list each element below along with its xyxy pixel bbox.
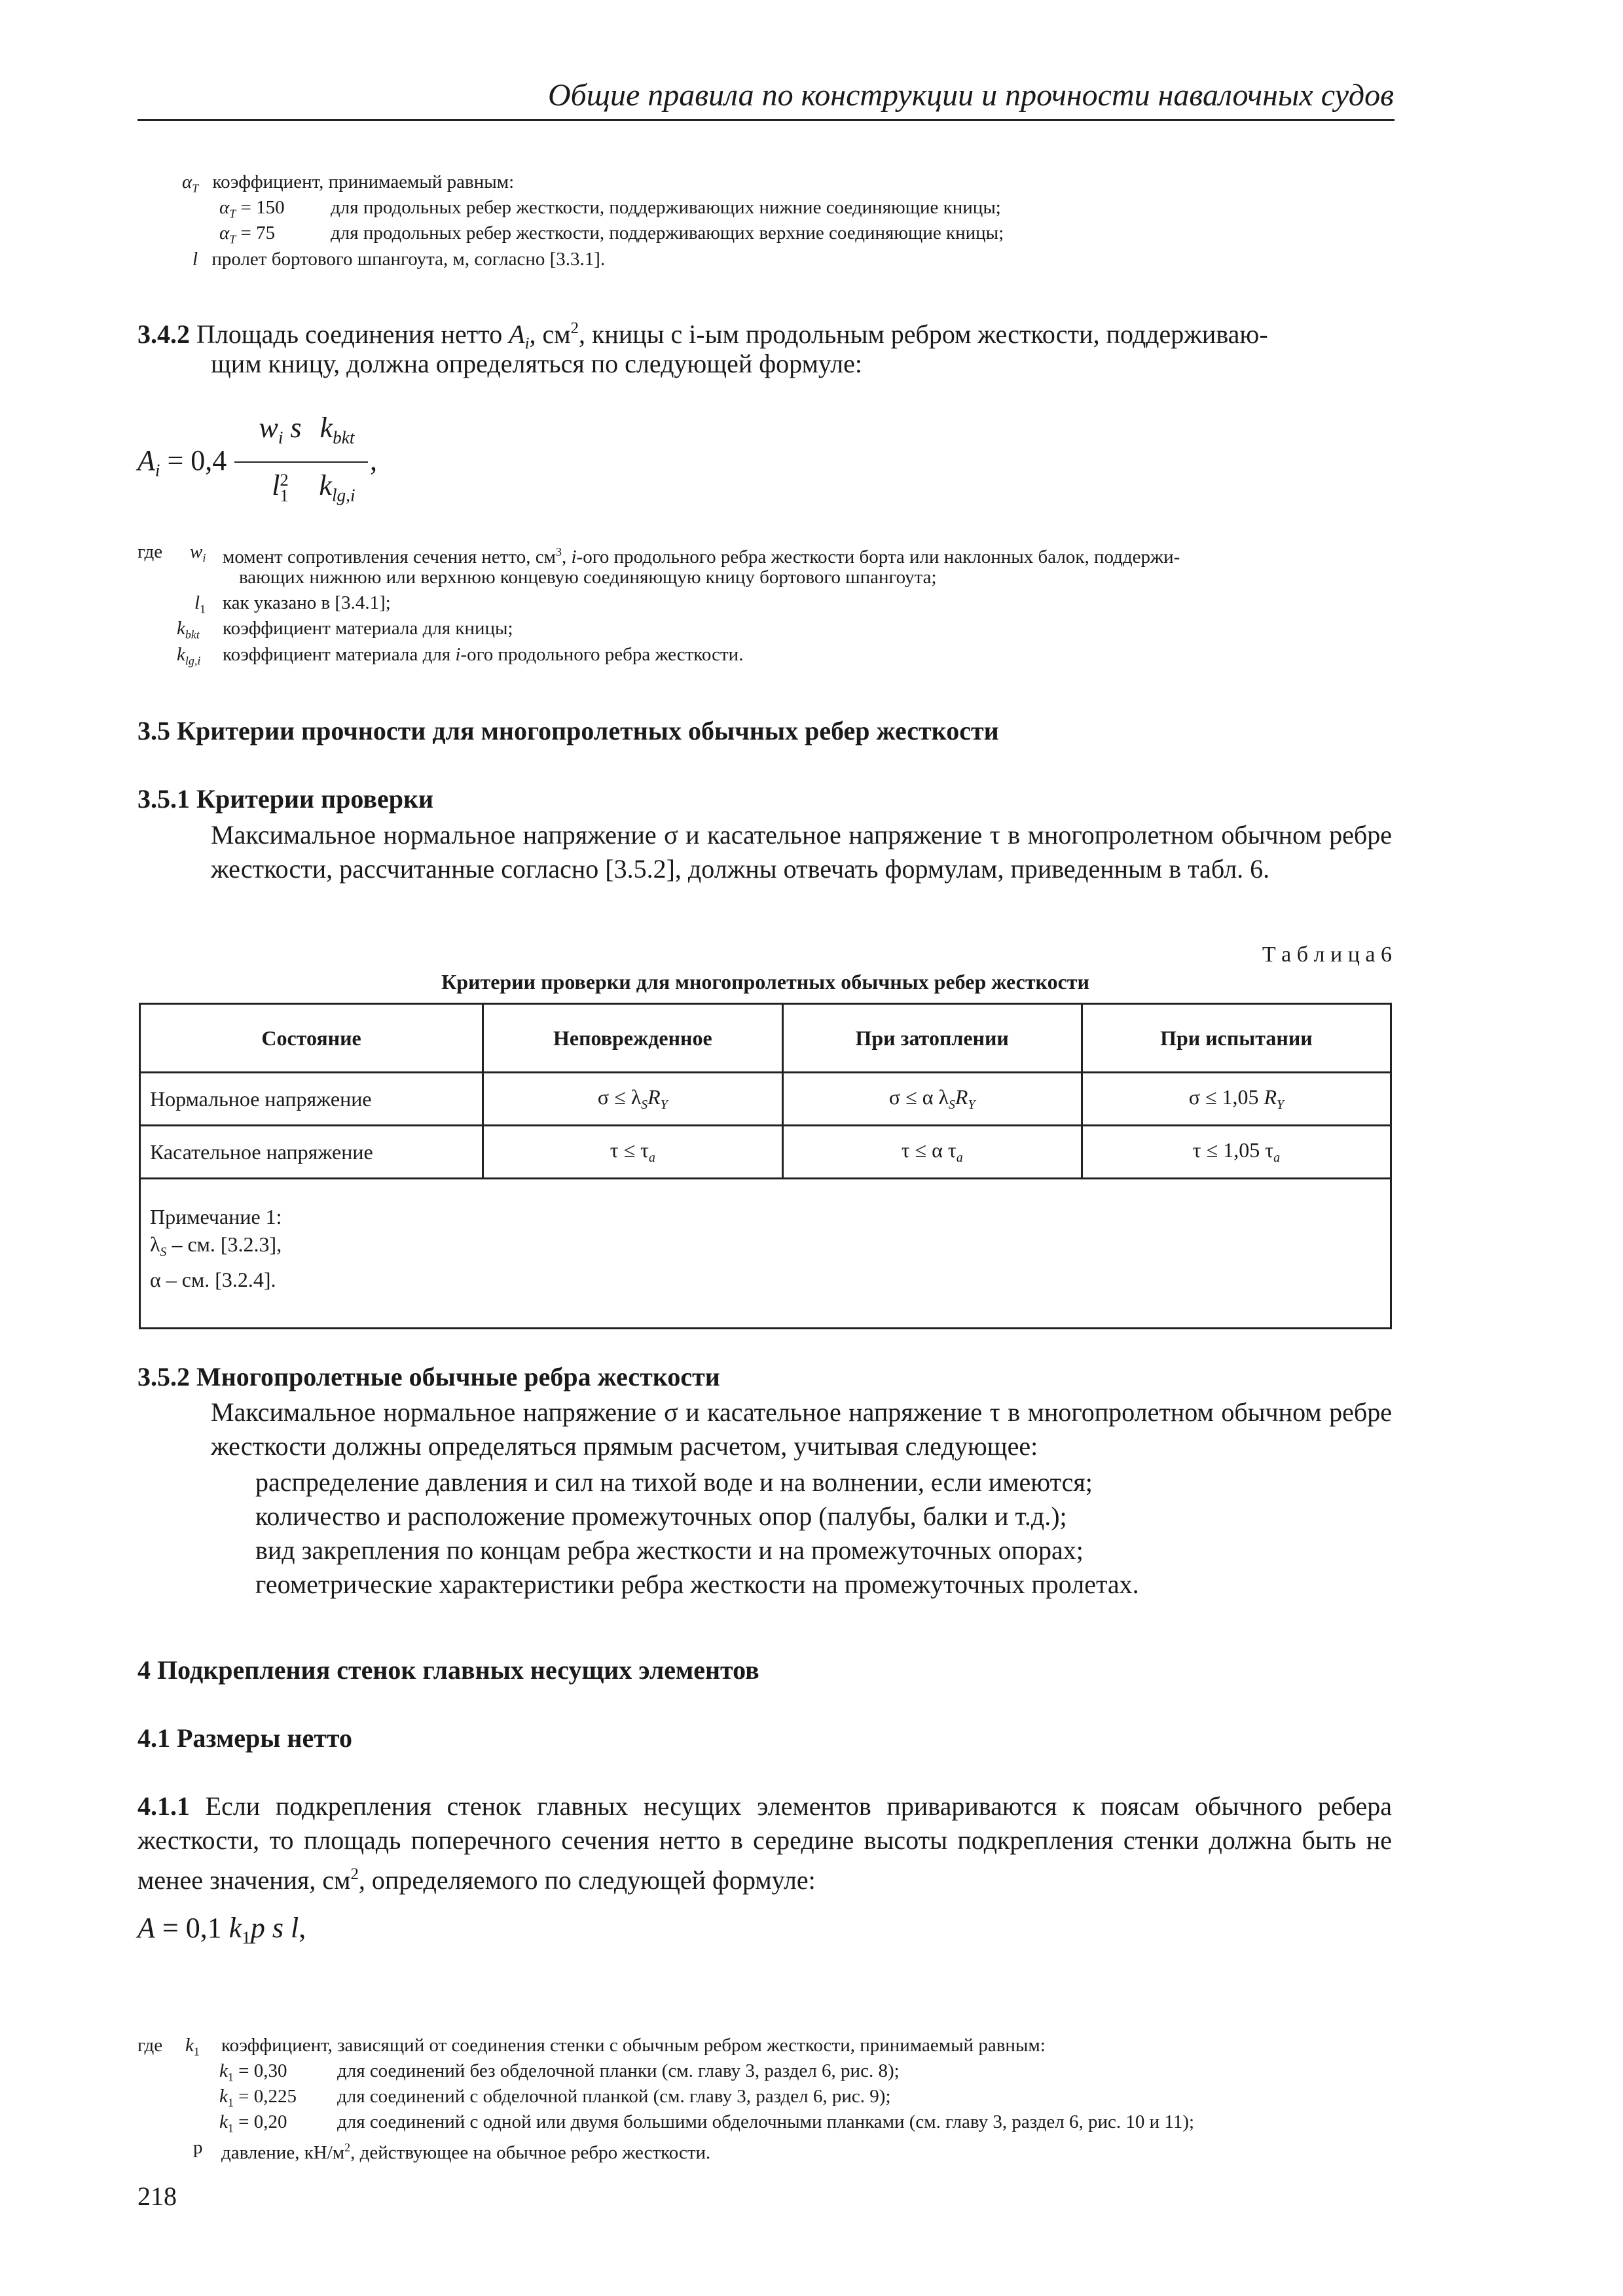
note-line-2: α – см. [3.2.4]. <box>150 1267 276 1291</box>
list-item: количество и расположение промежуточных опор (палубы, балки и т.д.); <box>255 1501 1067 1531</box>
table-header-row <box>140 1004 1391 1073</box>
formula-1-comma: , <box>370 444 377 476</box>
cell-text: τ ≤ τ <box>610 1138 649 1162</box>
cell-shear-testing <box>1082 1126 1391 1179</box>
table-row <box>140 1126 1391 1179</box>
k1-desc: коэффициент, зависящий от соединения стенки с обычным ребром жесткости, принимаемый равным: <box>221 2035 1046 2056</box>
formula-A: A <box>137 1912 155 1944</box>
w-sym: w <box>190 541 203 562</box>
section-342-number: 3.4.2 <box>137 319 190 349</box>
klg-desc <box>223 641 743 668</box>
klg-sub: lg,i <box>185 654 201 668</box>
section-411-text <box>137 1789 1392 1897</box>
formula-w: w <box>259 412 278 444</box>
p-desc <box>221 2134 710 2166</box>
table-caption: Критерии проверки для многопролетных обычных ребер жесткости <box>441 970 1089 994</box>
k1-value: = 0,225 <box>233 2086 297 2107</box>
alpha-sub: T <box>229 232 236 246</box>
formula-k: k <box>319 412 333 444</box>
k1-sym: k <box>185 2035 194 2056</box>
p-symbol: p <box>193 2137 203 2158</box>
formula-2 <box>137 1911 306 1948</box>
formula-1-den2 <box>301 469 373 506</box>
alpha-symbol: α <box>182 171 192 192</box>
cell-sub: a <box>1273 1150 1280 1165</box>
formula-k: k <box>228 1912 242 1944</box>
cell-text: σ ≤ α λ <box>888 1085 949 1109</box>
p-desc-sup: 2 <box>344 2141 351 2154</box>
kbkt-desc: коэффициент материала для кницы; <box>223 618 513 639</box>
formula-1-num2 <box>301 411 373 448</box>
formula-s: s <box>283 412 302 444</box>
formula-l-indices <box>280 470 289 505</box>
header-rule <box>137 119 1395 121</box>
k1-sym: k <box>219 2111 228 2132</box>
cell-normal-flooded <box>782 1073 1082 1126</box>
cell-sub: a <box>649 1150 655 1165</box>
formula-k-sub: bkt <box>333 427 355 448</box>
cell-sub: Y <box>1277 1097 1285 1112</box>
note-lambda: λ <box>150 1232 160 1256</box>
header-testing: При испытании <box>1082 1004 1391 1073</box>
section-411-sup: 2 <box>350 1865 359 1883</box>
cell-normal-testing <box>1082 1073 1391 1126</box>
w-desc-c: -ого продольного ребра жесткости борта или наклонных балок, поддержи- <box>576 546 1180 567</box>
section-352-heading: 3.5.2 Многопролетные обычные ребра жесткости <box>137 1362 720 1391</box>
table-label: Т а б л и ц а 6 <box>1262 942 1392 967</box>
table-note-row <box>140 1179 1391 1329</box>
section-352-text: Максимальное нормальное напряжение σ и касательное напряжение τ в многопролетном обычном ребре жесткости должны определяться прямым расчетом, учитывая следующее: <box>211 1397 1392 1461</box>
note-line-1 <box>150 1230 1381 1266</box>
section-411-number: 4.1.1 <box>137 1791 190 1821</box>
row-label: Касательное напряжение <box>140 1126 483 1179</box>
row-label: Нормальное напряжение <box>140 1073 483 1126</box>
running-header: Общие правила по конструкции и прочности навалочных судов <box>547 78 1394 113</box>
section-351-text: Максимальное нормальное напряжение σ и касательное напряжение τ в многопролетном обычном ребре жесткости, рассчитанные согласно [3.5.2], должны отвечать формулам, приведенным в табл. 6. <box>211 820 1392 884</box>
klg-symbol <box>177 641 200 673</box>
note-lambda-sub: S <box>160 1244 167 1259</box>
section-342-text-cont: , кницы с i-ым продольным ребром жесткости, поддерживаю- <box>579 319 1268 349</box>
k1-sub: 1 <box>227 2121 234 2135</box>
w-symbol <box>190 539 206 571</box>
header-state: Состояние <box>140 1004 483 1073</box>
list-item: вид закрепления по концам ребра жесткости и на промежуточных опорах; <box>255 1535 1084 1565</box>
cell-text: τ ≤ 1,05 τ <box>1192 1138 1274 1162</box>
formula-psl: p s l <box>250 1912 299 1944</box>
w-desc-b: , <box>561 546 572 567</box>
cell-text: τ ≤ α τ <box>901 1138 957 1162</box>
list-item: распределение давления и сил на тихой воде и на волнении, если имеются; <box>255 1467 1093 1497</box>
k1-symbol <box>185 2032 200 2064</box>
k1-sub: 1 <box>227 2096 234 2109</box>
alpha-75-desc: для продольных ребер жесткости, поддерживающих верхние соединяющие кницы; <box>331 223 1004 243</box>
formula-k-sub: 1 <box>242 1928 251 1948</box>
klg-desc-b: -ого продольного ребра жесткости. <box>460 644 744 665</box>
header-intact: Неповрежденное <box>483 1004 782 1073</box>
l-symbol: l <box>192 249 198 270</box>
formula-1-lhs <box>137 444 227 481</box>
k1-sub: 1 <box>193 2045 200 2058</box>
w-desc-line2: вающих нижнюю или верхнюю концевую соединяющую кницу бортового шпангоута; <box>239 567 937 588</box>
header-flooded: При затоплении <box>782 1004 1082 1073</box>
fraction-line-2 <box>308 461 368 463</box>
list-item: геометрические характеристики ребра жесткости на промежуточных пролетах. <box>255 1570 1139 1599</box>
section-411-body: Если подкрепления стенок главных несущих элементов привариваются к поясам обычного ребера жесткости, то площадь поперечного сечения нетто в середине высоты подкрепления стенки должна быть не менее значения, см <box>137 1791 1392 1895</box>
l1-sym: l <box>194 592 200 613</box>
alpha-150-desc: для продольных ребер жесткости, поддерживающих нижние соединяющие кницы; <box>331 197 1001 218</box>
cell-normal-intact <box>483 1073 782 1126</box>
w-sub: i <box>202 551 206 565</box>
alpha-150-value: = 150 <box>236 197 285 218</box>
w-desc-sup: 3 <box>556 545 562 558</box>
cell-shear-intact <box>483 1126 782 1179</box>
section-342-line2: щим кницу, должна определяться по следующей формуле: <box>211 349 862 378</box>
l1-desc: как указано в [3.4.1]; <box>223 592 391 613</box>
cell-shear-flooded <box>782 1126 1082 1179</box>
section-41-heading: 4.1 Размеры нетто <box>137 1723 352 1753</box>
section-351-heading: 3.5.1 Критерии проверки <box>137 784 434 814</box>
p-desc-b: , действующее на обычное ребро жесткости. <box>350 2142 711 2163</box>
page-number: 218 <box>137 2181 177 2211</box>
l-desc: пролет бортового шпангоута, м, согласно [3.3.1]. <box>211 249 606 270</box>
alpha-desc: коэффициент, принимаемый равным: <box>212 171 515 192</box>
cell-text: σ ≤ 1,05 <box>1188 1085 1264 1109</box>
formula-l: l <box>272 469 280 501</box>
formula-l-sup: 2 <box>280 470 289 490</box>
alpha-75-value: = 75 <box>236 223 276 243</box>
alpha-symbol: α <box>219 223 230 243</box>
criteria-table <box>139 1003 1392 1329</box>
cell-sub: a <box>956 1150 963 1165</box>
formula-A-sub: i <box>155 460 160 480</box>
klg-desc-i: i <box>455 644 461 665</box>
cell-text: σ ≤ λ <box>597 1085 642 1109</box>
cell-sub: Y <box>968 1097 976 1112</box>
cell-R: R <box>1264 1085 1277 1109</box>
k1-sub: 1 <box>227 2070 234 2084</box>
symbol-i: i <box>524 334 530 353</box>
k1-sym: k <box>219 2086 228 2107</box>
section-342-text: Площадь соединения нетто <box>190 319 509 349</box>
k1-value: = 0,20 <box>233 2111 287 2132</box>
alpha-sub: T <box>192 181 199 195</box>
note-title: Примечание 1: <box>150 1205 282 1229</box>
table-note <box>140 1179 1391 1329</box>
klg-desc-a: коэффициент материала для <box>223 644 456 665</box>
formula-l-sub: 1 <box>280 485 289 505</box>
cell-sub: Y <box>660 1097 668 1112</box>
formula-A: A <box>137 444 155 476</box>
where-label: где <box>137 2035 163 2056</box>
k1-value-desc: для соединений без обделочной планки (см. главу 3, раздел 6, рис. 8); <box>337 2060 900 2081</box>
k1-value-desc: для соединений с обделочной планкой (см. главу 3, раздел 6, рис. 9); <box>337 2086 891 2107</box>
w-desc-a: момент сопротивления сечения нетто, см <box>223 546 556 567</box>
kbkt-sym: k <box>177 618 185 639</box>
klg-sym: k <box>177 644 185 665</box>
l1-sub: 1 <box>200 602 206 616</box>
k1-value-desc: для соединений с одной или двумя большими обделочными планками (см. главу 3, раздел 6, рис. 10 и 11); <box>337 2111 1195 2132</box>
alpha-symbol: α <box>219 197 230 218</box>
formula-coefficient: = 0,1 <box>155 1912 229 1944</box>
table-row <box>140 1073 1391 1126</box>
alpha-sub: T <box>229 207 236 221</box>
cell-sub: S <box>641 1097 648 1112</box>
l-def <box>192 246 605 272</box>
p-desc-a: давление, кН/м <box>221 2142 345 2163</box>
symbol-A: A <box>509 319 525 349</box>
section-342-unit: , см <box>529 319 571 349</box>
section-4-heading: 4 Подкрепления стенок главных несущих элементов <box>137 1655 759 1685</box>
cell-R: R <box>955 1085 968 1109</box>
formula-w-sub: i <box>278 427 283 448</box>
w-desc-i: i <box>571 546 577 567</box>
cell-R: R <box>647 1085 661 1109</box>
formula-k-sub: lg,i <box>331 485 356 505</box>
formula-comma: , <box>299 1912 306 1944</box>
section-411-tail: , определяемого по следующей формуле: <box>358 1865 816 1895</box>
formula-coefficient: = 0,4 <box>160 444 227 476</box>
unit-sup: 2 <box>570 319 579 337</box>
formula-k: k <box>319 469 332 501</box>
kbkt-sub: bkt <box>185 628 200 641</box>
k1-sym: k <box>219 2060 228 2081</box>
section-35-heading: 3.5 Критерии прочности для многопролетных обычных ребер жесткости <box>137 716 999 745</box>
where-label: где <box>137 541 163 562</box>
k1-value: = 0,30 <box>233 2060 287 2081</box>
note-line-1-text: – см. [3.2.3], <box>166 1232 282 1256</box>
cell-sub: S <box>948 1097 955 1112</box>
